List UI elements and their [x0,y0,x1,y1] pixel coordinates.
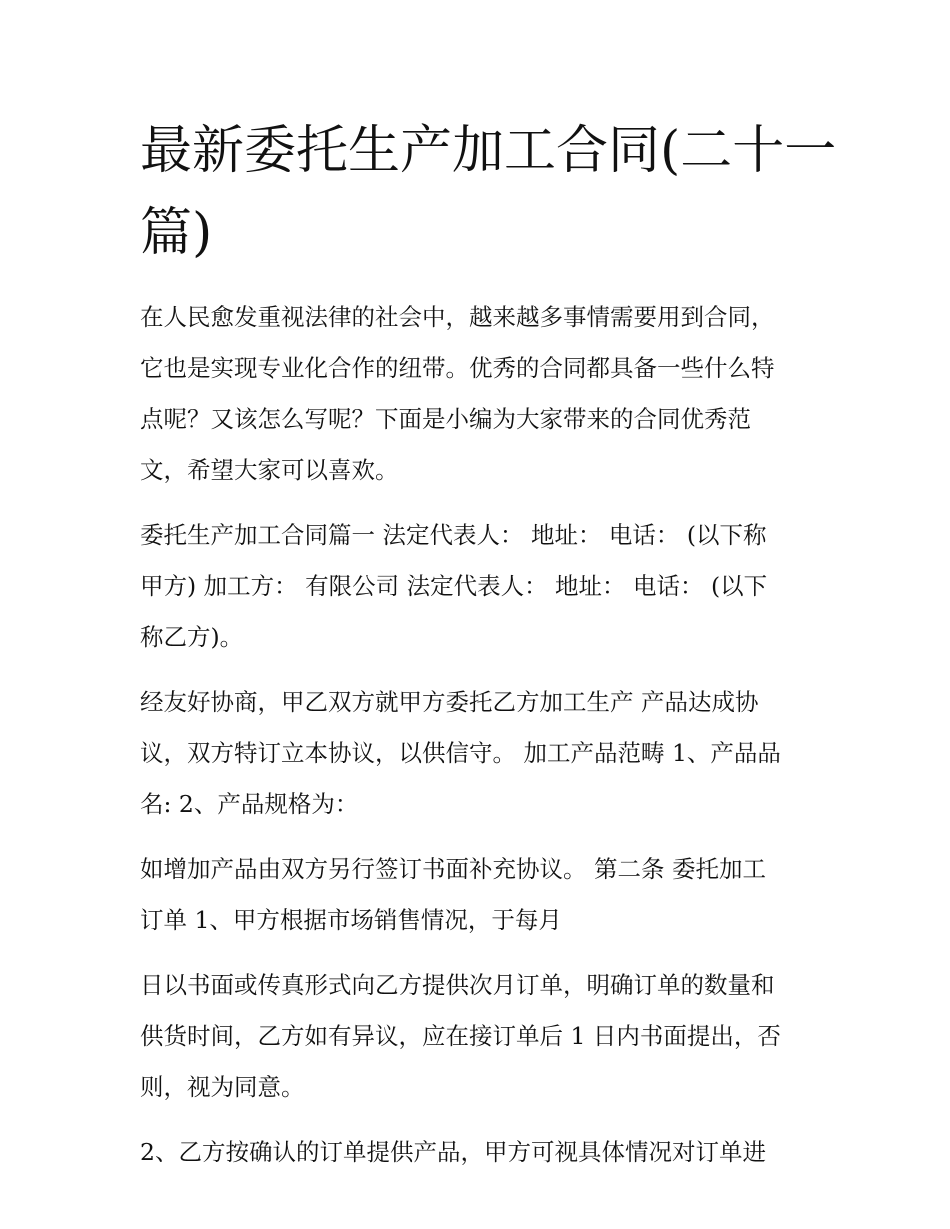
text-line: 甲方) 加工方： 有限公司 法定代表人： 地址： 电话： (以下 [140,572,768,600]
title-line: 篇) [140,203,213,263]
text-line: 点呢？又该怎么写呢？下面是小编为大家带来的合同优秀范 [140,405,751,433]
text-line: 则，视为同意。 [140,1073,305,1101]
text-line: 文，希望大家可以喜欢。 [140,456,399,484]
document-body [140,110,837,1178]
parties-paragraph [140,510,820,663]
agreement-paragraph [140,677,820,830]
text-line: 供货时间，乙方如有异议，应在接订单后 1 日内书面提出，否 [140,1022,781,1050]
text-line: 经友好协商，甲乙双方就甲方委托乙方加工生产 产品达成协 [140,688,759,716]
text-line: 称乙方)。 [140,623,244,651]
title-line: 最新委托生产加工合同(二十一 [140,121,837,181]
text-line: 名: 2、产品规格为： [140,790,359,818]
text-line: 议，双方特订立本协议，以供信守。 加工产品范畴 1、产品品 [140,739,781,767]
order-paragraph [140,960,820,1113]
text-line: 委托生产加工合同篇一 法定代表人： 地址： 电话： (以下称 [140,521,767,549]
text-line: 如增加产品由双方另行签订书面补充协议。 第二条 委托加工 [140,855,766,883]
document-title [140,110,837,274]
text-line: 2、乙方按确认的订单提供产品，甲方可视具体情况对订单进 [140,1138,766,1166]
clause-paragraph [140,1127,820,1178]
text-line: 日以书面或传真形式向乙方提供次月订单，明确订单的数量和 [140,971,775,999]
text-line: 它也是实现专业化合作的纽带。优秀的合同都具备一些什么特 [140,354,775,382]
supplement-paragraph [140,844,820,946]
text-line: 在人民愈发重视法律的社会中，越来越多事情需要用到合同， [140,303,775,331]
text-line: 订单 1、甲方根据市场销售情况，于每月 [140,906,562,934]
intro-paragraph [140,292,820,496]
